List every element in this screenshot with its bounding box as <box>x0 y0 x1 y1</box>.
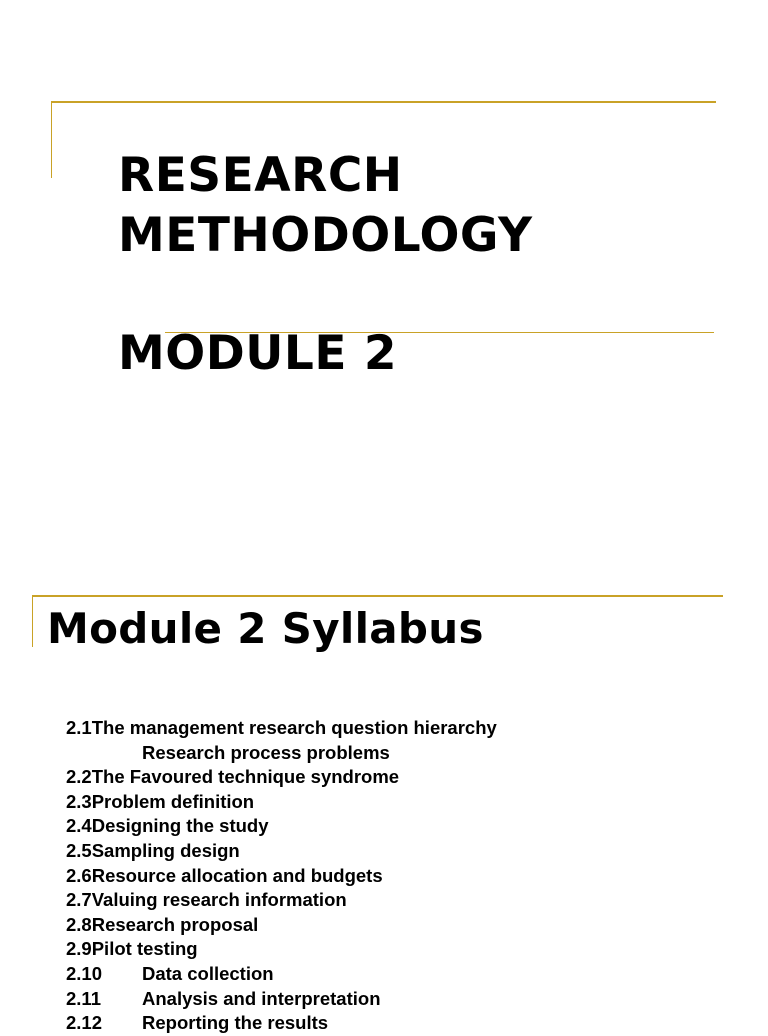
syllabus-item <box>66 864 497 889</box>
syllabus-item <box>66 913 497 938</box>
syllabus-list <box>66 716 497 1036</box>
item-number: 2.6 <box>66 864 92 886</box>
slide2-top-rule <box>32 595 723 597</box>
syllabus-item <box>66 741 497 766</box>
syllabus-item <box>66 814 497 839</box>
item-text: Resource allocation and budgets <box>91 864 383 886</box>
syllabus-item <box>66 765 497 790</box>
item-text: Reporting the results <box>142 1012 329 1034</box>
item-text: Research process problems <box>142 741 390 763</box>
item-text: The Favoured technique syndrome <box>91 766 400 788</box>
syllabus-item <box>66 716 497 741</box>
slide1-title-line1: RESEARCH <box>118 148 403 203</box>
item-number: 2.1 <box>66 717 92 738</box>
item-number: 2.4 <box>66 815 92 837</box>
syllabus-item <box>66 962 497 987</box>
syllabus-item <box>66 1011 497 1036</box>
item-number: 2.3 <box>66 790 92 812</box>
item-text: Analysis and interpretation <box>142 987 381 1009</box>
syllabus-item <box>66 987 497 1012</box>
item-text: Sampling design <box>91 839 240 861</box>
item-number: 2.7 <box>66 889 92 911</box>
slide1-top-rule <box>51 101 716 103</box>
item-text: Data collection <box>142 962 274 984</box>
item-number: 2.2 <box>66 766 92 788</box>
item-text: Problem definition <box>91 790 255 812</box>
syllabus-item <box>66 839 497 864</box>
item-number: 2.5 <box>66 839 92 861</box>
item-text: Designing the study <box>91 815 269 837</box>
item-text: Research proposal <box>91 913 259 935</box>
slide1-title-line3: MODULE 2 <box>118 326 398 381</box>
syllabus-item <box>66 888 497 913</box>
slide2-left-rule <box>32 595 33 647</box>
item-number: 2.11 <box>66 987 101 1009</box>
item-number: 2.10 <box>66 962 103 984</box>
item-text: Pilot testing <box>91 938 198 960</box>
item-number: 2.9 <box>66 938 92 960</box>
item-number: 2.12 <box>66 1012 103 1034</box>
syllabus-item <box>66 937 497 962</box>
item-number: 2.8 <box>66 913 92 935</box>
syllabus-title: Module 2 Syllabus <box>47 604 484 653</box>
item-text: Valuing research information <box>91 889 347 911</box>
item-text: The management research question hierarchy <box>91 717 497 738</box>
slide1-left-rule <box>51 101 52 178</box>
slide1-title-line2: METHODOLOGY <box>118 208 533 263</box>
syllabus-item <box>66 790 497 815</box>
